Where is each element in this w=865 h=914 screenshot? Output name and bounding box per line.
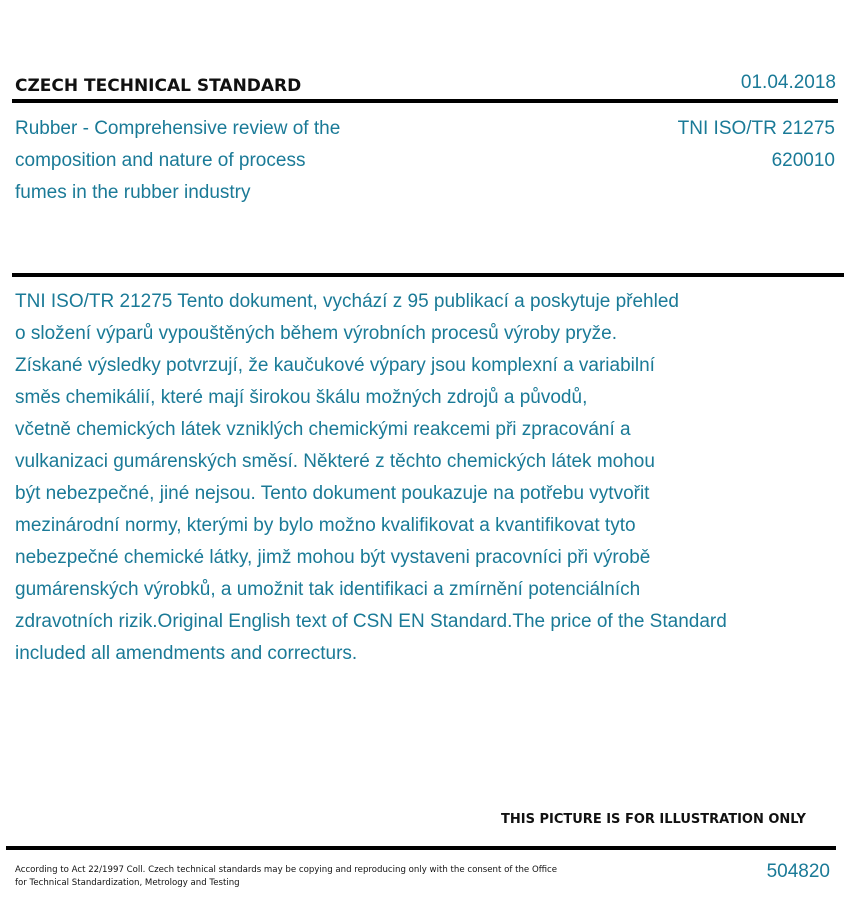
title-line: composition and nature of process bbox=[15, 150, 306, 171]
abstract-line: mezinárodní normy, kterými by bylo možno kvalifikovat a kvantifikovat tyto bbox=[15, 515, 636, 536]
title-line: Rubber - Comprehensive review of the bbox=[15, 118, 341, 139]
abstract-line: Získané výsledky potvrzují, že kaučukové výpary jsou komplexní a variabilní bbox=[15, 355, 655, 376]
abstract-text bbox=[15, 286, 845, 670]
abstract-line: gumárenských výrobků, a umožnit tak identifikaci a zmírnění potenciálních bbox=[15, 579, 641, 600]
standard-codes bbox=[678, 113, 835, 177]
publication-date: 01.04.2018 bbox=[740, 72, 836, 93]
footer-divider bbox=[6, 846, 836, 850]
abstract-line: included all amendments and correcturs. bbox=[15, 643, 358, 664]
legal-notice bbox=[15, 864, 615, 890]
legal-line: for Technical Standardization, Metrology and Testing bbox=[15, 878, 240, 888]
abstract-line: zdravotních rizik.Original English text of CSN EN Standard.The price of the Standard bbox=[15, 611, 727, 632]
document-number: 504820 bbox=[766, 861, 830, 882]
standard-title bbox=[15, 113, 415, 209]
abstract-line: vulkanizaci gumárenských směsí. Některé z těchto chemických látek mohou bbox=[15, 451, 655, 472]
standard-designation: TNI ISO/TR 21275 bbox=[677, 118, 835, 139]
title-divider bbox=[12, 273, 844, 277]
abstract-line: o složení výparů vypouštěných během výrobních procesů výroby pryže. bbox=[15, 323, 617, 344]
title-line: fumes in the rubber industry bbox=[15, 182, 251, 203]
abstract-line: být nebezpečné, jiné nejsou. Tento dokument poukazuje na potřebu vytvořit bbox=[15, 483, 650, 504]
abstract-line: včetně chemických látek vzniklých chemickými reakcemi při zpracování a bbox=[15, 419, 631, 440]
catalog-number: 620010 bbox=[771, 150, 835, 171]
abstract-line: nebezpečné chemické látky, jimž mohou být vystaveni pracovníci při výrobě bbox=[15, 547, 651, 568]
legal-line: According to Act 22/1997 Coll. Czech technical standards may be copying and reproducing only with the consent of the Office bbox=[15, 865, 558, 875]
illustration-note: THIS PICTURE IS FOR ILLUSTRATION ONLY bbox=[501, 812, 806, 827]
abstract-line: směs chemikálií, které mají širokou škálu možných zdrojů a původů, bbox=[15, 387, 588, 408]
standard-type-heading: CZECH TECHNICAL STANDARD bbox=[15, 76, 302, 96]
header-divider bbox=[12, 99, 838, 103]
abstract-line: TNI ISO/TR 21275 Tento dokument, vychází z 95 publikací a poskytuje přehled bbox=[15, 291, 679, 312]
